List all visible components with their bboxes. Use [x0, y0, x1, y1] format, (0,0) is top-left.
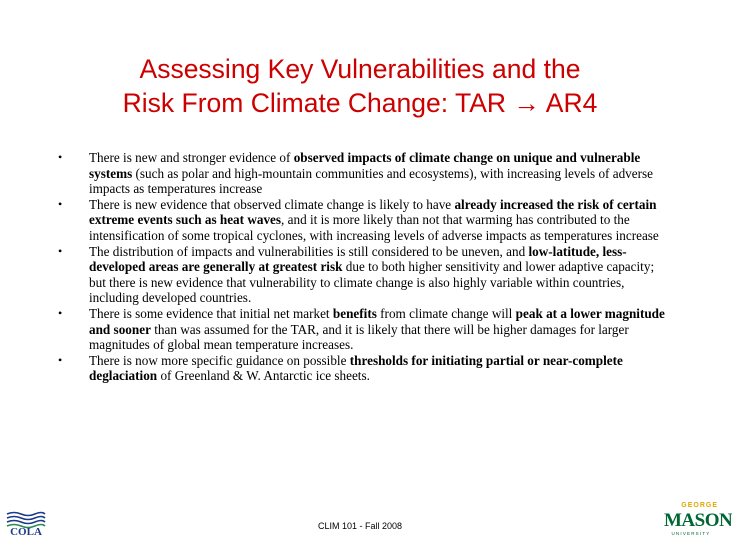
gmu-logo-top: GEORGE	[681, 502, 718, 509]
title-line-2-start: Risk From Climate Change: TAR	[122, 88, 514, 118]
title-line-2-end: AR4	[539, 88, 598, 118]
title-line-2	[30, 86, 690, 120]
gmu-logo-bottom: UNIVERSITY	[671, 531, 711, 536]
bullet-text: due to both higher sensitivity and lower adaptive capacity; but there is new evidence that vulnerability to climate change is also highly variable within countries, including developed countries.	[89, 259, 655, 306]
bullet-text: There is now more specific guidance on possible	[89, 352, 350, 368]
bullet-text: (such as polar and high-mountain communities and ecosystems), with increasing levels of adverse impacts as temperatures increase	[89, 165, 654, 197]
bullet-emphasis: thresholds for initiating partial or near-complete deglaciation	[89, 352, 623, 384]
bullet-text: There is new evidence that observed climate change is likely to have	[89, 196, 455, 212]
bullet-list	[58, 150, 668, 384]
gmu-logo	[664, 502, 732, 540]
bullet-emphasis: peak at a lower magnitude and sooner	[89, 305, 665, 337]
bullet-emphasis: low-latitude, less-developed areas are generally at greatest risk	[89, 243, 627, 275]
bullet-text: than was assumed for the TAR, and it is likely that there will be higher damages for larger magnitudes of global mean temperature increases.	[89, 321, 629, 353]
bullet-dot-icon: •	[58, 196, 63, 211]
bullet-text: The distribution of impacts and vulnerabilities is still considered to be uneven, and	[89, 243, 529, 259]
bullet-emphasis: already increased the risk of certain extreme events such as heat waves	[89, 196, 657, 228]
bullet-text: from climate change will	[376, 305, 516, 321]
title-line-1: Assessing Key Vulnerabilities and the	[139, 54, 581, 84]
cola-logo	[3, 510, 49, 538]
slide-title	[30, 52, 690, 120]
bullet-item	[58, 244, 668, 306]
bullet-text: of Greenland & W. Antarctic ice sheets.	[157, 368, 370, 384]
footer-course-label: CLIM 101 - Fall 2008	[317, 521, 403, 531]
bullet-item	[58, 353, 668, 384]
cola-logo-text: COLA	[10, 526, 42, 538]
gmu-logo-main: MASON	[664, 510, 732, 531]
bullet-text: , and it is more likely than not that warming has contributed to the intensification of some tropical cyclones, with increasing levels of adverse impacts as temperatures increase	[89, 212, 659, 243]
bullet-dot-icon: •	[58, 352, 63, 367]
bullet-item	[58, 197, 668, 244]
bullet-item	[58, 150, 668, 197]
arrow-icon: →	[513, 88, 540, 118]
bullet-dot-icon: •	[58, 150, 63, 164]
bullet-emphasis: benefits	[332, 305, 377, 321]
bullet-text: There is new and stronger evidence of	[89, 150, 294, 165]
bullet-text: There is some evidence that initial net market	[89, 305, 333, 321]
bullet-dot-icon: •	[58, 305, 63, 320]
bullet-item	[58, 306, 668, 353]
bullet-dot-icon: •	[58, 243, 63, 258]
bullet-emphasis: observed impacts of climate change on unique and vulnerable systems	[89, 150, 641, 181]
